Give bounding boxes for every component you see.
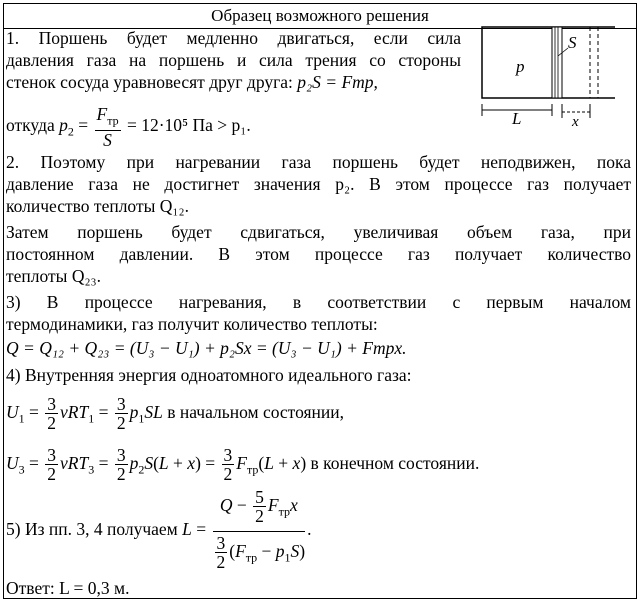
p2-line6: теплоты Q₂₃. (6, 266, 102, 286)
header-title: Образец возможного решения (4, 4, 636, 29)
p2-line5: постоянном давлении. В этом процессе газ получает количество (6, 244, 631, 264)
p1-line1: 1. Поршень будет медленно двигаться, если сила (6, 28, 461, 48)
p2-line3: количество теплоты Q₁₂. (6, 196, 189, 216)
p1-from-line: откуда $p_2$ = $\frac{F_{тр}}{S}$ = 12·10⁵ Па > p₁. (6, 104, 251, 150)
piston (552, 27, 562, 98)
answer: Ответ: L = 0,3 м. (6, 578, 130, 598)
piston-diagram (480, 26, 625, 128)
p1-line3 (6, 72, 378, 93)
vessel-walls (482, 27, 615, 98)
p1-line2: давления газа на поршень и сила трения со стороны (6, 50, 461, 70)
u1-tail: в начальном состоянии, (167, 402, 345, 422)
p3-equation: Q = Q₁₂ + Q₂₃ = (U₃ − U₁) + p₂Sx = (U₃ − U₁) + Fтрx. (6, 338, 407, 358)
p2-line1: 2. Поэтому при нагревании газа поршень будет неподвижен, пока (6, 152, 631, 172)
label-p: p (516, 57, 525, 76)
p1-result: = 12·10⁵ Па > p₁. (126, 115, 251, 135)
p1-line3-text: стенок сосуда уравновесят друг друга: (6, 72, 293, 92)
fraction-ftr-s: $\frac{F_{тр}}{S}$ (96, 104, 119, 150)
label-S: S (568, 33, 577, 52)
p5-intro: 5) Из пп. 3, 4 получаем (6, 519, 178, 540)
p2-line2: давление газа не достигнет значения p₂. В этом процессе газ получает (6, 174, 631, 194)
fraction-L: Q − $\frac{5}{2}$ $F_{тр}x$ $\frac{3}{2}$ $(F_{тр} - p_1S)$ (213, 486, 306, 576)
u3-tail: в конечном состоянии. (310, 453, 480, 473)
label-L: L (512, 109, 522, 128)
u3-formula: $U_3$ = $\frac{3}{2}$ νRT$_3$ = $\frac{3}{2}$ $p_2S(L + x)$ = $\frac{3}{2}$ $F_{тр}(L + x)$ в конечном состоянии. (6, 445, 480, 485)
label-x: x (572, 114, 579, 128)
u1-formula: $U_1$ = $\frac{3}{2}$ νRT$_1$ = $\frac{3}{2}$ $p_1SL$ в начальном состоянии, (6, 394, 345, 434)
p1-equation: p₂S = Fтр, (297, 72, 378, 92)
p2-line4: Затем поршень будет сдвигаться, увеличивая объем газа, при (6, 222, 631, 242)
p4-line1: 4) Внутренняя энергия одноатомного идеального газа: (6, 365, 412, 385)
p3-line1: 3) В процессе нагревания, в соответствии с первым началом (6, 292, 631, 312)
p3-line2: термодинамики, газ получит количество теплоты: (6, 314, 378, 334)
p1-from-word: откуда (6, 115, 55, 135)
p5-line: 5) Из пп. 3, 4 получаем L = Q − $\frac{5}{2}$ $F_{тр}x$ $\frac{3}{2}$ $(F_{тр} - p_1S)$ . (6, 486, 312, 576)
